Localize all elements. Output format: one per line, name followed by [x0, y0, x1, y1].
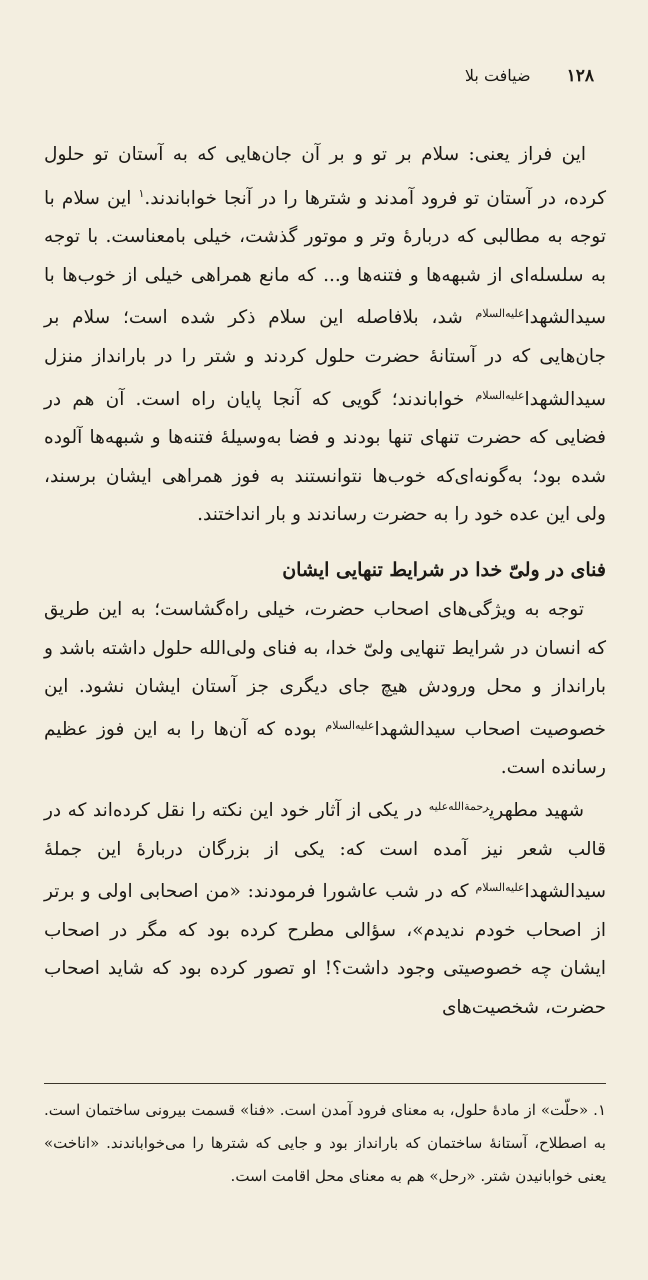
honorific: رحمة‌الله‌علیه — [428, 799, 490, 813]
paragraph-2-text-a: توجه به ویژگی‌های اصحاب حضرت، خیلی راه‌گشاست؛ به این طریق که انسان در شرایط تنهایی ولیّ خدا، به فنای ولی‌الله حلول داشته باشد و بارانداز و محل ورودش هیچ جای دیگری جز آستان ایشان نشود. این خصوصیت اصحاب سیدالشهدا — [44, 598, 606, 740]
running-header — [44, 66, 594, 96]
page-number: ۱۲۸ — [566, 66, 594, 86]
page-body — [44, 136, 606, 1027]
footnote: ۱. «حلّت» از مادۀ حلول، به معنای فرود آمدن است. «فنا» قسمت بیرونی ساختمان است. به اصطلاح، آستانۀ ساختمان که بارانداز بود و جایی که شترها را می‌خواباندند. «اناخت» یعنی خوابانیدن شتر. «رحل» هم به معنای محل اقامت است. — [44, 1101, 606, 1185]
paragraph-1-text-b: این سلام با توجه به مطالبی که دربارۀ وتر و موتور گذشت، خیلی بامعناست. با توجه به سلسله‌ای از شبهه‌ها و فتنه‌ها و... که مانع همراهی خیلی از خوب‌ها با سیدالشهدا — [44, 187, 606, 329]
footnote-reference: ۱ — [138, 186, 145, 200]
honorific: علیه‌السلام — [475, 388, 525, 402]
honorific: علیه‌السلام — [475, 881, 525, 895]
paragraph-1-text-a: این فراز یعنی: سلام بر تو و بر آن جان‌هایی که به آستان تو حلول کرده، در آستان تو فرود آمدند و شترها را در آنجا خواباندند. — [44, 144, 606, 209]
paragraph-2 — [44, 591, 606, 788]
paragraph-1-text-d: خواباندند؛ گویی که آنجا پایان راه است. آن هم در فضایی که حضرت تنهای تنها بودند و فضا به‌وسیلۀ فتنه‌ها و شبهه‌ها آلوده شده بود؛ به‌گونه‌ای‌که خوب‌ها نتوانستند به فوز همراهی ایشان برسند، ولی این عده خود را به حضرت رساندند و بار انداختند. — [44, 388, 606, 526]
paragraph-3-text-b: در یکی از آثار خود این نکته را نقل کرده‌اند که در قالب شعر نیز آمده است که: یکی از بزرگان دربارۀ این جملۀ سیدالشهدا — [44, 799, 606, 903]
paragraph-3-text-c: که در شب عاشورا فرمودند: «من اصحابی اولی و برتر از اصحاب خودم ندیدم»، سؤالی مطرح کرده بود که مگر در اصحاب ایشان چه خصوصیتی وجود داشت؟! او تصور کرده بود که شاید اصحاب حضرت، شخصیت‌های — [44, 881, 606, 1018]
paragraph-3-text-a: شهید مطهری — [489, 799, 585, 821]
honorific: علیه‌السلام — [475, 307, 525, 321]
paragraph-1-text-c: شد، بلافاصله این سلام ذکر شده است؛ سلام بر جان‌هایی که در آستانۀ حضرت حلول کردند و شتر را در بارانداز منزل سیدالشهدا — [44, 307, 606, 410]
section-heading: فنای در ولیّ خدا در شرایط تنهایی ایشان — [282, 558, 606, 581]
paragraph-2-text-b: بوده که آن‌ها را به این فوز عظیم رسانده است. — [44, 718, 606, 779]
paragraph-3 — [44, 788, 606, 1028]
honorific: علیه‌السلام — [325, 718, 375, 732]
footnote-divider — [44, 1083, 606, 1084]
book-title: ضیافت بلا — [464, 66, 531, 85]
paragraph-1 — [44, 136, 606, 535]
